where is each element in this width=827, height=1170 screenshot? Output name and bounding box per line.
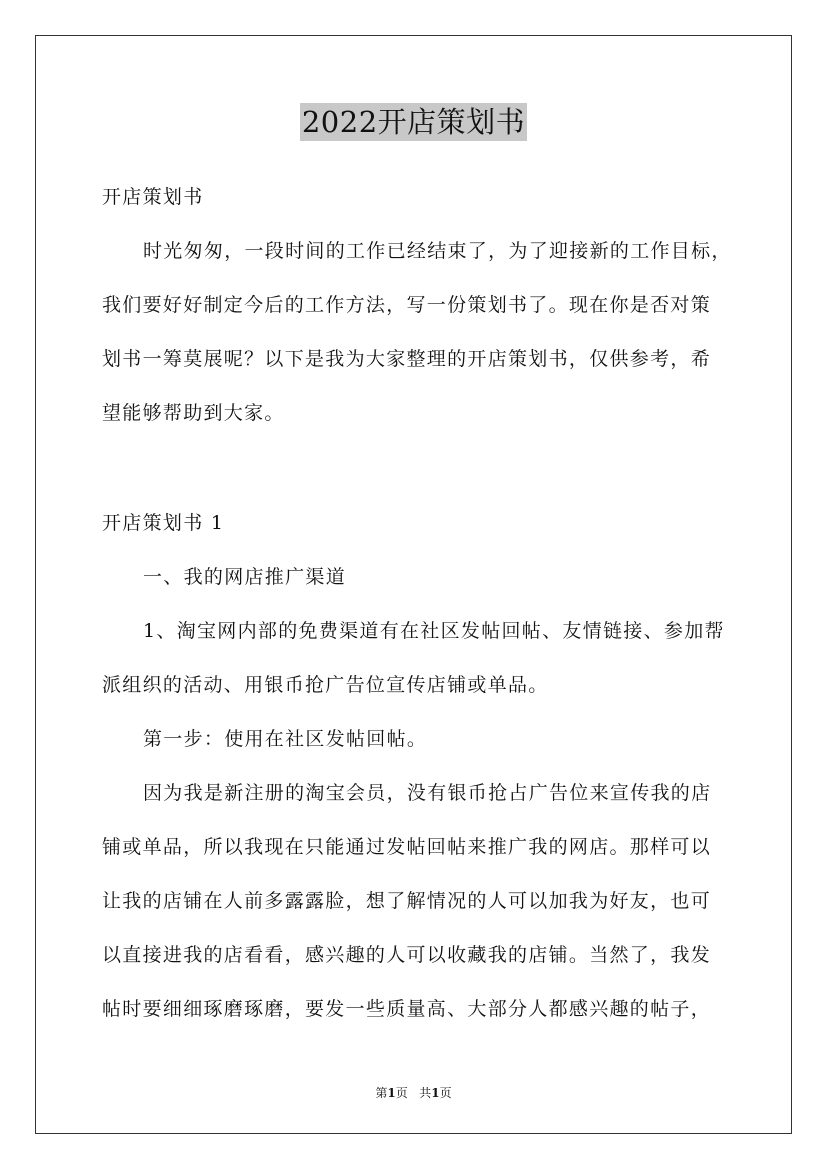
- intro-line: 划书一筹莫展呢？以下是我为大家整理的开店策划书，仅供参考，希: [102, 348, 712, 370]
- intro-line: 望能够帮助到大家。: [102, 402, 285, 424]
- para2-line: 帖时要细细琢磨琢磨，要发一些质量高、大部分人都感兴趣的帖子，: [102, 998, 712, 1020]
- title-wrap: [0, 103, 827, 141]
- footer-page-prefix: 第: [375, 1086, 388, 1100]
- page-footer: [0, 1084, 827, 1101]
- para2-line: 让我的店铺在人前多露露脸，想了解情况的人可以加我为好友，也可: [102, 890, 712, 912]
- footer-page-suffix: 页: [395, 1086, 408, 1100]
- document-subtitle: 开店策划书: [102, 186, 204, 208]
- document-title: 2022开店策划书: [301, 105, 526, 139]
- section-heading: 开店策划书 1: [102, 512, 225, 534]
- para2-line: 铺或单品，所以我现在只能通过发帖回帖来推广我的网店。那样可以: [102, 836, 712, 858]
- intro-line: 我们要好好制定今后的工作方法，写一份策划书了。现在你是否对策: [102, 294, 712, 316]
- footer-total-number: 1: [431, 1086, 440, 1100]
- footer-total-prefix: 共: [419, 1086, 432, 1100]
- para2-line: 以直接进我的店看看，感兴趣的人可以收藏我的店铺。当然了，我发: [102, 944, 712, 966]
- footer-total-suffix: 页: [439, 1086, 452, 1100]
- step-heading: 第一步：使用在社区发帖回帖。: [143, 728, 428, 750]
- intro-line: 时光匆匆，一段时间的工作已经结束了，为了迎接新的工作目标，: [143, 240, 732, 262]
- para1-line: 1、淘宝网内部的免费渠道有在社区发帖回帖、友情链接、参加帮: [143, 620, 725, 642]
- sub-heading: 一、我的网店推广渠道: [143, 566, 347, 588]
- para1-line: 派组织的活动、用银币抢广告位宣传店铺或单品。: [102, 674, 549, 696]
- footer-page-number: 1: [387, 1086, 396, 1100]
- para2-line: 因为我是新注册的淘宝会员，没有银币抢占广告位来宣传我的店: [143, 782, 712, 804]
